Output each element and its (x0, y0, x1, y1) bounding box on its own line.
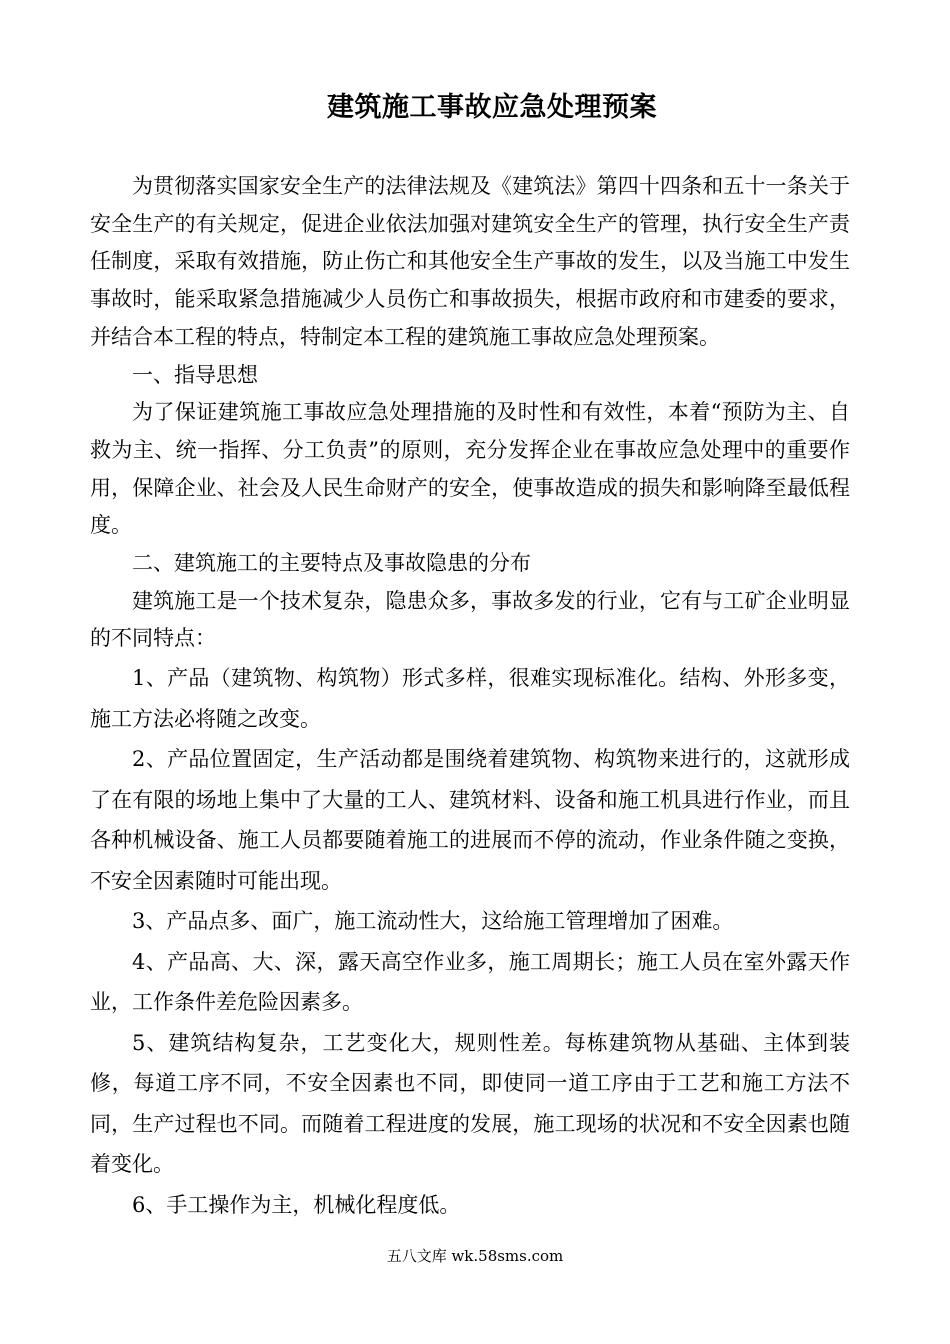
feature-item: 2、产品位置固定，生产活动都是围绕着建筑物、构筑物来进行的，这就形成了在有限的场地上集中了大量的工人、建筑材料、设备和施工机具进行作业，而且各种机械设备、施工人员都要随着施工的进展而不停的流动，作业条件随之变换，不安全因素随时可能出现。 (90, 747, 850, 893)
feature-item: 4、产品高、大、深，露天高空作业多，施工周期长；施工人员在室外露天作业，工作条件差危险因素多。 (90, 949, 850, 1015)
page-footer: 五八文库 wk.58sms.com (386, 1247, 564, 1265)
document-title: 建筑施工事故应急处理预案 (327, 92, 657, 123)
guiding-ideology-paragraph: 为了保证建筑施工事故应急处理措施的及时性和有效性，本着“预防为主、自救为主、统一指挥、分工负责”的原则，充分发挥企业在事故应急处理中的重要作用，保障企业、社会及人民生命财产的安全，使事故造成的损失和影响降至最低程度。 (90, 400, 850, 538)
feature-item: 3、产品点多、面广，施工流动性大，这给施工管理增加了困难。 (132, 909, 734, 934)
intro-paragraph: 为贯彻落实国家安全生产的法律法规及《建筑法》第四十四条和五十一条关于安全生产的有关规定，促进企业依法加强对建筑安全生产的管理，执行安全生产责任制度，采取有效措施，防止伤亡和其他安全生产事故的发生，以及当施工中发生事故时，能采取紧急措施减少人员伤亡和事故损失，根据市政府和市建委的要求，并结合本工程的特点，特制定本工程的建筑施工事故应急处理预案。 (90, 174, 850, 349)
feature-item: 1、产品（建筑物、构筑物）形式多样，很难实现标准化。结构、外形多变，施工方法必将随之改变。 (90, 666, 850, 731)
construction-features-paragraph: 建筑施工是一个技术复杂，隐患众多，事故多发的行业，它有与工矿企业明显的不同特点： (90, 588, 850, 651)
feature-item: 6、手工操作为主，机械化程度低。 (132, 1192, 461, 1217)
section-heading-guiding-ideology: 一、指导思想 (132, 362, 258, 387)
section-heading-construction-features: 二、建筑施工的主要特点及事故隐患的分布 (132, 551, 531, 576)
feature-item: 5、建筑结构复杂，工艺变化大，规则性差。每栋建筑物从基础、主体到装修，每道工序不同，不安全因素也不同，即使同一道工序由于工艺和施工方法不同，生产过程也不同。而随着工程进度的发展，施工现场的状况和不安全因素也随着变化。 (90, 1030, 850, 1177)
document-body (90, 168, 850, 1225)
